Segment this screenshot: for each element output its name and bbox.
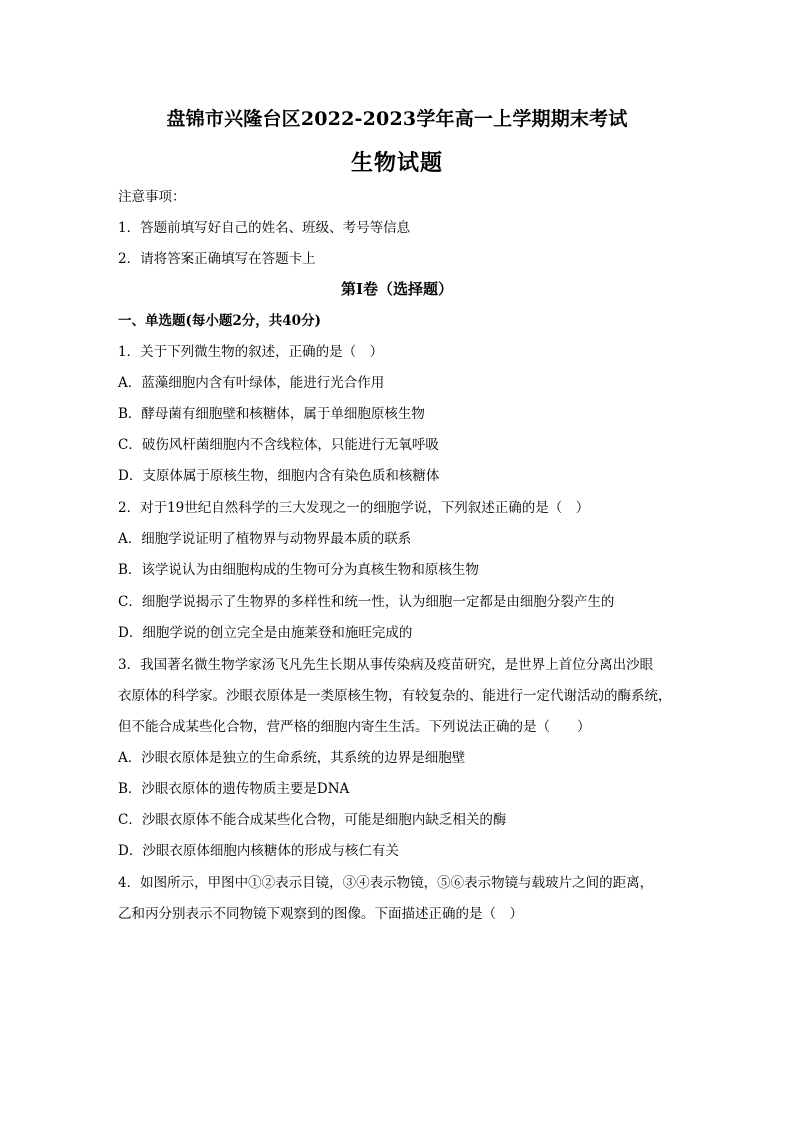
notice-item: 2．请将答案正确填写在答题卡上	[118, 251, 316, 267]
option-b: B．沙眼衣原体的遗传物质主要是DNA	[118, 781, 350, 797]
option-c: C．细胞学说揭示了生物界的多样性和统一性，认为细胞一定都是由细胞分裂产生的	[118, 594, 615, 610]
option-c: C．沙眼衣原体不能合成某些化合物，可能是细胞内缺乏相关的酶	[118, 812, 507, 828]
exam-title: 盘锦市兴隆台区2022-2023学年高一上学期期末考试	[166, 108, 628, 130]
option-b: B．酵母菌有细胞壁和核糖体，属于单细胞原核生物	[118, 406, 425, 422]
question-stem: 衣原体的科学家。沙眼衣原体是一类原核生物，有较复杂的、能进行一定代谢活动的酶系统，	[118, 688, 672, 704]
option-a: A．细胞学说证明了植物界与动物界最本质的联系	[118, 531, 412, 547]
option-c: C．破伤风杆菌细胞内不含线粒体，只能进行无氧呼吸	[118, 437, 439, 453]
exam-subject: 生物试题	[350, 150, 443, 176]
question-stem: 但不能合成某些化合物，营严格的细胞内寄生生活。下列说法正确的是（ ）	[118, 719, 591, 735]
question-stem: 4．如图所示，甲图中①②表示目镜，③④表示物镜，⑤⑥表示物镜与载玻片之间的距离，	[118, 875, 654, 891]
option-a: A．蓝藻细胞内含有叶绿体，能进行光合作用	[118, 375, 385, 391]
option-d: D．细胞学说的创立完全是由施莱登和施旺完成的	[118, 625, 413, 641]
option-a: A．沙眼衣原体是独立的生命系统，其系统的边界是细胞壁	[118, 750, 466, 766]
notice-heading: 注意事项：	[118, 189, 186, 205]
option-b: B．该学说认为由细胞构成的生物可分为真核生物和原核生物	[118, 562, 479, 578]
option-d: D．支原体属于原核生物，细胞内含有染色质和核糖体	[118, 468, 440, 484]
question-stem: 2．对于19世纪自然科学的三大发现之一的细胞学说，下列叙述正确的是（ ）	[118, 500, 590, 516]
part-heading: 一、单选题(每小题2分，共40分)	[118, 313, 321, 329]
question-stem: 乙和丙分别表示不同物镜下观察到的图像。下面描述正确的是（ ）	[118, 906, 523, 922]
section-title: 第I卷（选择题）	[340, 280, 454, 298]
notice-item: 1．答题前填写好自己的姓名、班级、考号等信息	[118, 220, 411, 236]
question-stem: 3．我国著名微生物学家汤飞凡先生长期从事传染病及疫苗研究，是世界上首位分离出沙眼	[118, 657, 654, 673]
question-stem: 1．关于下列微生物的叙述，正确的是（ ）	[118, 344, 384, 360]
option-d: D．沙眼衣原体细胞内核糖体的形成与核仁有关	[118, 843, 399, 859]
